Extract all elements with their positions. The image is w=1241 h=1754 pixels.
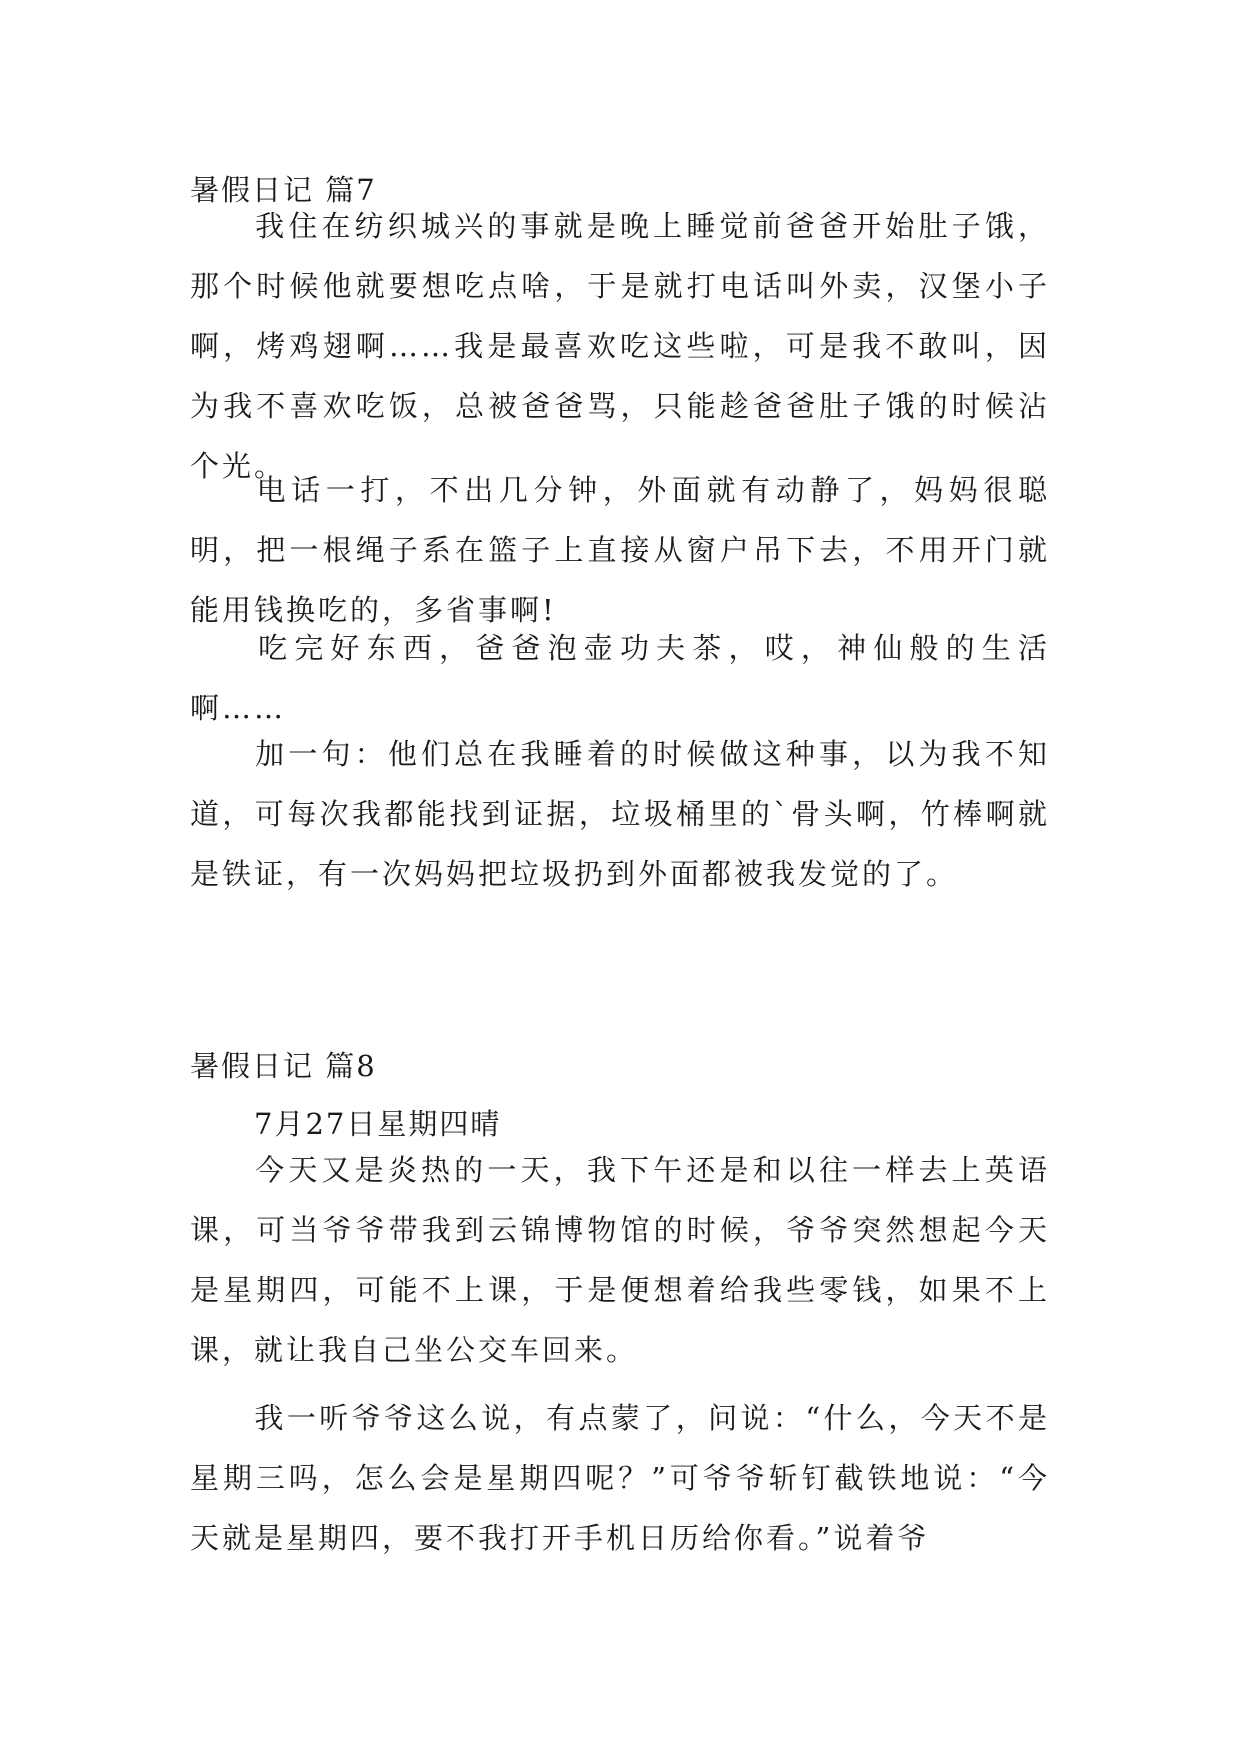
diary7-paragraph-4 — [190, 724, 1050, 904]
diary7-paragraph-3-text: 吃完好东西，爸爸泡壶功夫茶，哎，神仙般的生活啊…… — [190, 631, 1050, 725]
diary7-paragraph-1-text: 我住在纺织城兴的事就是晚上睡觉前爸爸开始肚子饿，那个时候他就要想吃点啥，于是就打电话叫外卖，汉堡小子啊，烤鸡翅啊……我是最喜欢吃这些啦，可是我不敢叫，因为我不喜欢吃饭，总被爸爸骂，只能趁爸爸肚子饿的时候沾个光。 — [190, 209, 1050, 483]
diary8-date: 7月27日星期四晴 — [254, 1107, 502, 1141]
diary7-paragraph-1 — [190, 196, 1050, 496]
diary8-paragraph-1 — [190, 1140, 1050, 1380]
diary7-paragraph-4-text: 加一句：他们总在我睡着的时候做这种事，以为我不知道，可每次我都能找到证据，垃圾桶里的`骨头啊，竹棒啊就是铁证，有一次妈妈把垃圾扔到外面都被我发觉的了。 — [190, 737, 1050, 891]
diary8-paragraph-2-text: 我一听爷爷这么说，有点蒙了，问说：“什么，今天不是星期三吗，怎么会是星期四呢？”可爷爷斩钉截铁地说：“今天就是星期四，要不我打开手机日历给你看。”说着爷 — [190, 1401, 1050, 1555]
diary7-paragraph-3 — [190, 618, 1050, 738]
diary8-title: 暑假日记 篇8 — [190, 1049, 377, 1083]
diary7-paragraph-2-text: 电话一打，不出几分钟，外面就有动静了，妈妈很聪明，把一根绳子系在篮子上直接从窗户吊下去，不用开门就能用钱换吃的，多省事啊! — [190, 473, 1050, 627]
diary7-paragraph-2 — [190, 460, 1050, 640]
diary7-title: 暑假日记 篇7 — [190, 173, 377, 207]
diary8-paragraph-1-text: 今天又是炎热的一天，我下午还是和以往一样去上英语课，可当爷爷带我到云锦博物馆的时候，爷爷突然想起今天是星期四，可能不上课，于是便想着给我些零钱，如果不上课，就让我自己坐公交车回来。 — [190, 1153, 1050, 1367]
diary8-paragraph-2 — [190, 1388, 1050, 1568]
